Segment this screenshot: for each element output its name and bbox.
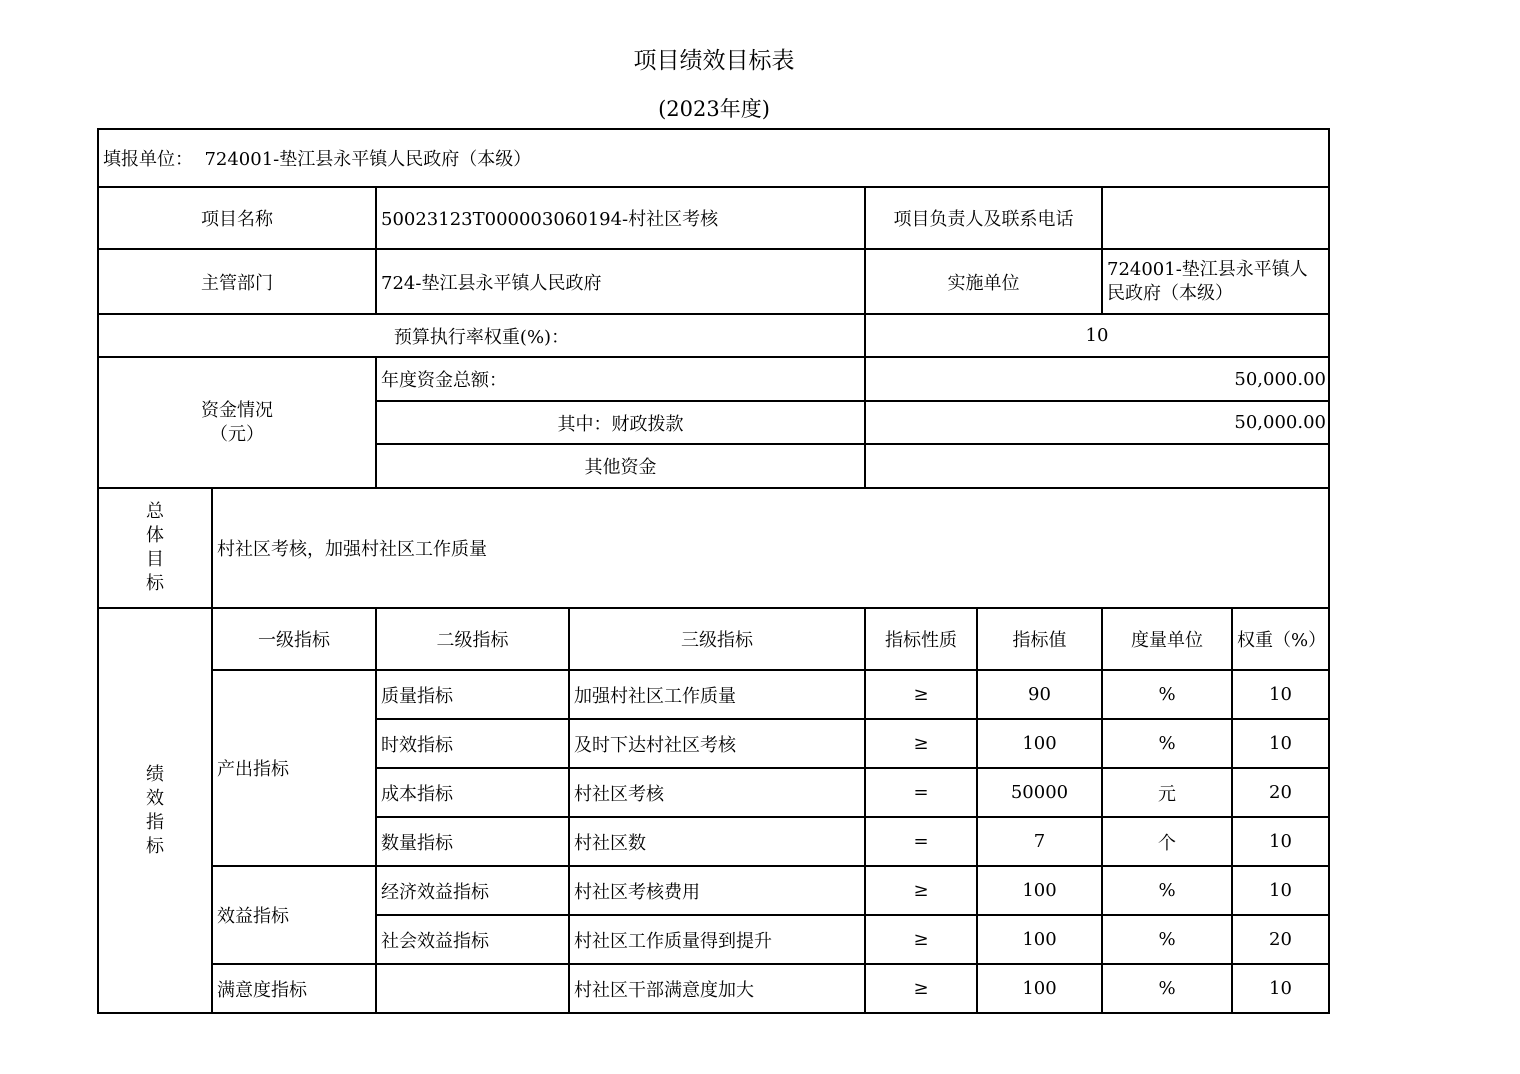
level1-output: 产出指标 [212,670,376,866]
page-subtitle: (2023年度) [658,97,770,121]
header-nature: 指标性质 [865,608,977,670]
nature-cell: ≥ [865,915,977,964]
value-cell: 100 [977,915,1102,964]
nature-cell: ≥ [865,964,977,1013]
unit-cell: % [1102,670,1232,719]
funds-fiscal-label: 其中：财政拨款 [376,401,865,444]
weight-cell: 10 [1232,964,1329,1013]
level2-cell: 经济效益指标 [376,866,569,915]
weight-cell: 10 [1232,670,1329,719]
performance-goal-table [97,128,1330,1014]
unit-cell: 元 [1102,768,1232,817]
level1-benefit: 效益指标 [212,866,376,964]
overall-goal-char: 总 [146,501,164,522]
perf-label-char: 绩 [146,763,164,785]
table-row [98,670,1329,719]
unit-cell: % [1102,915,1232,964]
level2-cell: 时效指标 [376,719,569,768]
overall-goal-char: 标 [146,573,164,594]
overall-goal-text: 村社区考核，加强村社区工作质量 [212,488,1329,608]
header-level2: 二级指标 [376,608,569,670]
level2-cell: 质量指标 [376,670,569,719]
perf-label-char: 效 [146,787,164,809]
table-row [98,866,1329,915]
dept-label: 主管部门 [98,249,376,314]
level3-cell: 村社区考核 [569,768,865,817]
header-weight: 权重（%） [1232,608,1329,670]
funds-unit: （元） [210,423,264,445]
level2-cell [376,964,569,1013]
project-contact-label: 项目负责人及联系电话 [865,187,1102,249]
overall-goal-char: 目 [146,549,164,570]
level2-cell: 社会效益指标 [376,915,569,964]
weight-cell: 10 [1232,817,1329,866]
weight-cell: 20 [1232,915,1329,964]
funds-other-label: 其他资金 [376,444,865,488]
nature-cell: ≥ [865,719,977,768]
nature-cell: ≥ [865,866,977,915]
impl-unit-value: 724001-垫江县永平镇人民政府（本级） [1102,249,1329,314]
nature-cell: = [865,817,977,866]
funds-label-cell [98,357,376,488]
value-cell: 7 [977,817,1102,866]
fill-unit-value: 724001-垫江县永平镇人民政府（本级） [204,149,532,170]
funds-total-value: 50,000.00 [865,357,1329,401]
impl-unit-label: 实施单位 [865,249,1102,314]
budget-rate-label: 预算执行率权重(%)： [98,314,865,357]
unit-cell: 个 [1102,817,1232,866]
value-cell: 100 [977,866,1102,915]
perf-label-char: 指 [146,811,164,833]
weight-cell: 10 [1232,866,1329,915]
funds-total-label: 年度资金总额： [376,357,865,401]
level3-cell: 村社区数 [569,817,865,866]
budget-rate-value: 10 [865,314,1329,357]
funds-other-value [865,444,1329,488]
nature-cell: ≥ [865,670,977,719]
table-row [98,964,1329,1013]
level1-satisfaction: 满意度指标 [212,964,376,1013]
level3-cell: 村社区工作质量得到提升 [569,915,865,964]
header-unit: 度量单位 [1102,608,1232,670]
level3-cell: 村社区干部满意度加大 [569,964,865,1013]
perf-label [98,608,212,1013]
perf-label-char: 标 [146,835,164,857]
unit-cell: % [1102,719,1232,768]
fill-unit-label: 填报单位： [103,149,193,170]
fill-unit-cell [98,129,1329,187]
nature-cell: = [865,768,977,817]
level3-cell: 及时下达村社区考核 [569,719,865,768]
header-value: 指标值 [977,608,1102,670]
level2-cell: 成本指标 [376,768,569,817]
value-cell: 100 [977,719,1102,768]
level2-cell: 数量指标 [376,817,569,866]
project-name-value: 50023123T000003060194-村社区考核 [376,187,865,249]
funds-fiscal-value: 50,000.00 [865,401,1329,444]
weight-cell: 20 [1232,768,1329,817]
value-cell: 100 [977,964,1102,1013]
unit-cell: % [1102,964,1232,1013]
project-contact-value [1102,187,1329,249]
dept-value: 724-垫江县永平镇人民政府 [376,249,865,314]
unit-cell: % [1102,866,1232,915]
level3-cell: 村社区考核费用 [569,866,865,915]
overall-goal-char: 体 [146,525,164,546]
project-name-label: 项目名称 [98,187,376,249]
overall-goal-label [98,488,212,608]
value-cell: 50000 [977,768,1102,817]
level3-cell: 加强村社区工作质量 [569,670,865,719]
page-title: 项目绩效目标表 [633,48,795,74]
funds-label: 资金情况 [201,399,273,421]
value-cell: 90 [977,670,1102,719]
weight-cell: 10 [1232,719,1329,768]
header-level3: 三级指标 [569,608,865,670]
header-level1: 一级指标 [212,608,376,670]
